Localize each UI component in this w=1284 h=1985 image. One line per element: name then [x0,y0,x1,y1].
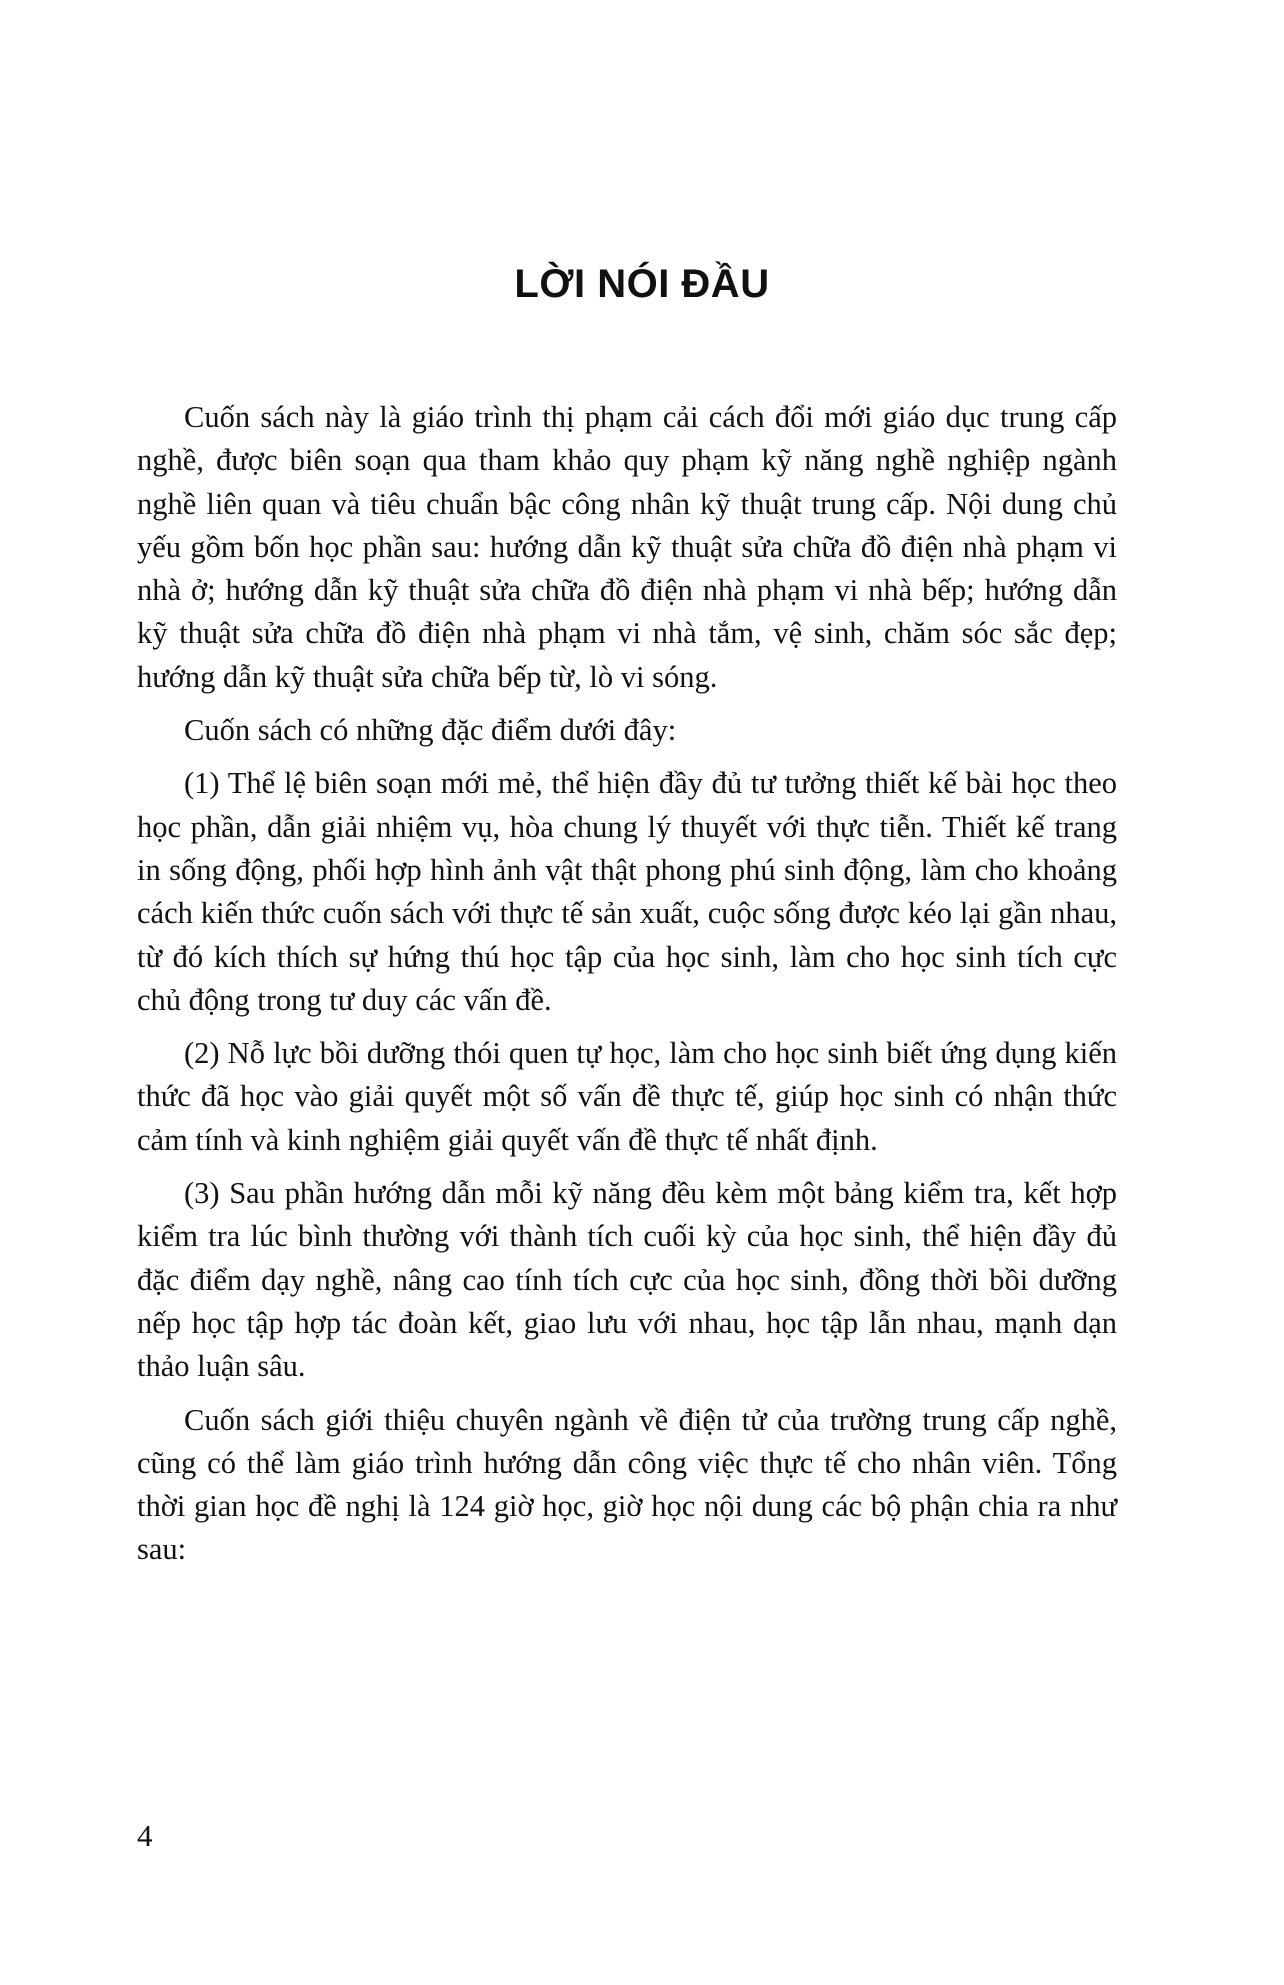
paragraph-feature-2: (2) Nỗ lực bồi dưỡng thói quen tự học, làm cho học sinh biết ứng dụng kiến thức đã học vào giải quyết một số vấn đề thực tế, giúp học sinh có nhận thức cảm tính và kinh nghiệm giải quyết vấn đề thực tế nhất định. [137,1036,1117,1157]
paragraph-feature-1: (1) Thể lệ biên soạn mới mẻ, thể hiện đầy đủ tư tưởng thiết kế bài học theo học phần, dẫn giải nhiệm vụ, hòa chung lý thuyết với thực tiễn. Thiết kế trang in sống động, phối hợp hình ảnh vật thật phong phú sinh động, làm cho khoảng cách kiến thức cuốn sách với thực tế sản xuất, cuộc sống được kéo lại gần nhau, từ đó kích thích sự hứng thú học tập của học sinh, làm cho học sinh tích cực chủ động trong tư duy các vấn đề. [137,766,1117,1017]
page-number: 4 [137,1818,153,1853]
paragraph-intro: Cuốn sách này là giáo trình thị phạm cải cách đổi mới giáo dục trung cấp nghề, được biên soạn qua tham khảo quy phạm kỹ năng nghề nghiệp ngành nghề liên quan và tiêu chuẩn bậc công nhân kỹ thuật trung cấp. Nội dung chủ yếu gồm bốn học phần sau: hướng dẫn kỹ thuật sửa chữa đồ điện nhà phạm vi nhà ở; hướng dẫn kỹ thuật sửa chữa đồ điện nhà phạm vi nhà bếp; hướng dẫn kỹ thuật sửa chữa đồ điện nhà phạm vi nhà tắm, vệ sinh, chăm sóc sắc đẹp; hướng dẫn kỹ thuật sửa chữa bếp từ, lò vi sóng. [137,400,1117,694]
paragraph-usage: Cuốn sách giới thiệu chuyên ngành về điện tử của trường trung cấp nghề, cũng có thể làm giáo trình hướng dẫn công việc thực tế cho nhân viên. Tổng thời gian học đề nghị là 124 giờ học, giờ học nội dung các bộ phận chia ra như sau: [137,1402,1117,1567]
page-title: LỜI NÓI ĐẦU [514,262,770,306]
paragraph-features-lead: Cuốn sách có những đặc điểm dưới đây: [184,713,677,748]
body-text [137,396,1117,1582]
paragraph-feature-3: (3) Sau phần hướng dẫn mỗi kỹ năng đều kèm một bảng kiểm tra, kết hợp kiểm tra lúc bình thường với thành tích cuối kỳ của học sinh, thể hiện đầy đủ đặc điểm dạy nghề, nâng cao tính tích cực của học sinh, đồng thời bồi dưỡng nếp học tập hợp tác đoàn kết, giao lưu với nhau, học tập lẫn nhau, mạnh dạn thảo luận sâu. [137,1176,1117,1384]
